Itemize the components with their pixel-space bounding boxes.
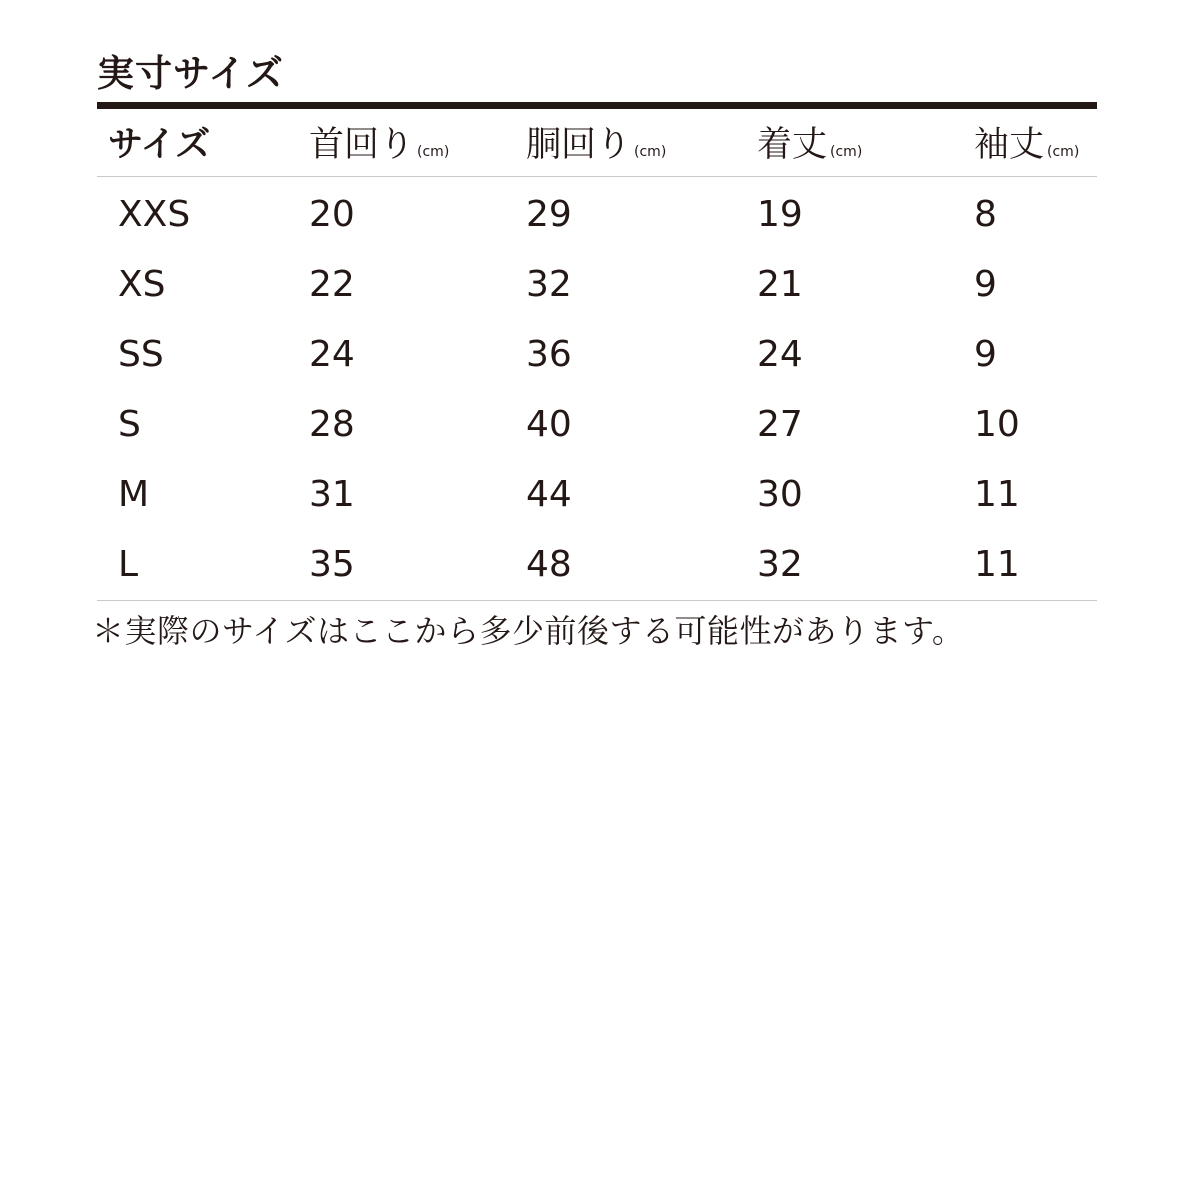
row-sleeve: 8: [974, 194, 997, 235]
header-neck-label: 首回り: [309, 125, 415, 165]
row-neck: 31: [309, 474, 355, 515]
table-row: [0, 530, 1200, 600]
row-torso: 40: [526, 404, 572, 445]
row-neck: 22: [309, 264, 355, 305]
table-row: [0, 390, 1200, 460]
row-sleeve: 11: [974, 474, 1020, 515]
row-size: XS: [118, 264, 166, 305]
row-neck: 20: [309, 194, 355, 235]
table-bottom-divider: [97, 600, 1097, 601]
header-torso-label: 胴回り: [526, 125, 632, 165]
row-size: L: [118, 544, 139, 585]
size-note: ＊実際のサイズはここから多少前後する可能性があります。: [92, 612, 965, 650]
header-sleeve-label: 袖丈: [974, 125, 1045, 165]
table-row: [0, 180, 1200, 250]
row-length: 30: [757, 474, 803, 515]
header-sleeve-unit: (cm): [1047, 144, 1080, 160]
row-torso: 44: [526, 474, 572, 515]
row-size: XXS: [118, 194, 191, 235]
row-sleeve: 9: [974, 334, 997, 375]
table-row: [0, 250, 1200, 320]
header-neck: [309, 120, 449, 170]
row-size: M: [118, 474, 150, 515]
row-torso: 29: [526, 194, 572, 235]
row-neck: 28: [309, 404, 355, 445]
header-divider: [97, 176, 1097, 177]
header-length-unit: (cm): [830, 144, 863, 160]
header-neck-unit: (cm): [417, 144, 450, 160]
row-neck: 35: [309, 544, 355, 585]
row-length: 21: [757, 264, 803, 305]
row-torso: 32: [526, 264, 572, 305]
title-divider: [97, 102, 1097, 109]
row-neck: 24: [309, 334, 355, 375]
header-torso-unit: (cm): [634, 144, 667, 160]
header-sleeve: [974, 120, 1079, 170]
header-length: [757, 120, 862, 170]
row-torso: 48: [526, 544, 572, 585]
row-sleeve: 10: [974, 404, 1020, 445]
row-torso: 36: [526, 334, 572, 375]
row-length: 19: [757, 194, 803, 235]
row-size: S: [118, 404, 141, 445]
header-torso: [526, 120, 666, 170]
header-length-label: 着丈: [757, 125, 828, 165]
row-length: 24: [757, 334, 803, 375]
row-length: 32: [757, 544, 803, 585]
table-row: [0, 320, 1200, 390]
row-sleeve: 11: [974, 544, 1020, 585]
row-length: 27: [757, 404, 803, 445]
table-row: [0, 460, 1200, 530]
row-sleeve: 9: [974, 264, 997, 305]
row-size: SS: [118, 334, 164, 375]
header-size: サイズ: [108, 125, 211, 165]
page-title: 実寸サイズ: [97, 52, 285, 95]
